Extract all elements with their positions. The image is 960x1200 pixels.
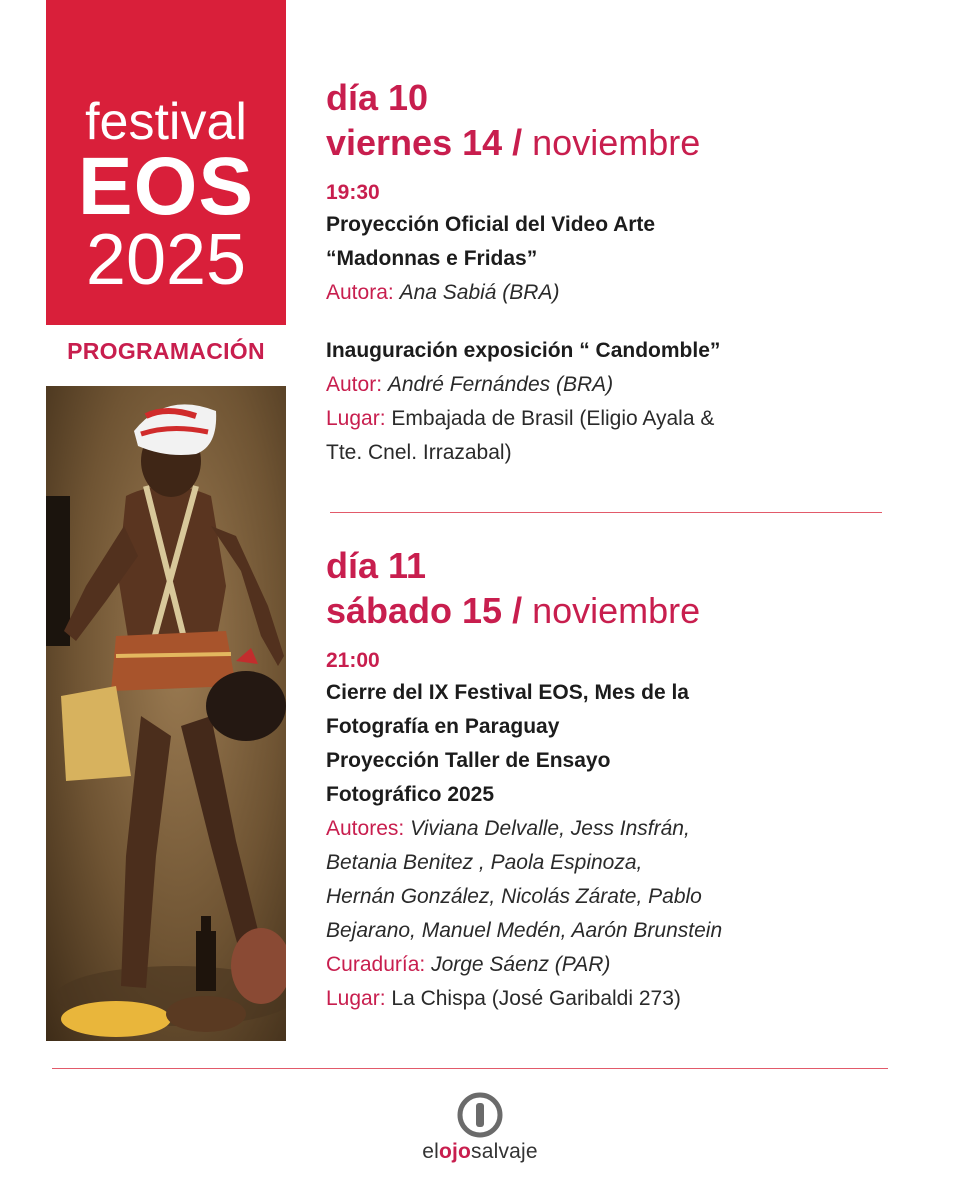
logo-line-year: 2025 xyxy=(85,220,247,300)
curator-label: Curaduría: xyxy=(326,953,426,976)
event-title: Cierre del IX Festival EOS, Mes de la xyxy=(326,681,689,704)
event-authors-continued xyxy=(326,914,906,948)
event-time: 19:30 xyxy=(326,181,380,204)
day-10-weekday: viernes 14 / xyxy=(326,122,523,163)
author-label: Autor: xyxy=(326,373,383,396)
event-title: Fotografía en Paraguay xyxy=(326,715,560,738)
author-value: André Fernándes (BRA) xyxy=(387,373,614,396)
day-10-heading: día 10 xyxy=(326,77,429,118)
curator-value: Jorge Sáenz (PAR) xyxy=(431,953,611,976)
brand-part-accent: ojo xyxy=(438,1140,472,1163)
day-11-heading: día 11 xyxy=(326,545,427,586)
divider xyxy=(52,1068,888,1069)
event-authors xyxy=(326,812,906,846)
performer-photo xyxy=(46,386,286,1041)
day-11-month: noviembre xyxy=(532,590,701,631)
event-place xyxy=(326,982,906,1016)
eye-logo-icon xyxy=(457,1092,503,1138)
day-10-section xyxy=(326,76,906,470)
event-title: Inauguración exposición “ Candomble” xyxy=(326,339,721,362)
divider xyxy=(330,512,882,513)
authors-value: Hernán González, Nicolás Zárate, Pablo xyxy=(326,885,702,908)
event-time: 21:00 xyxy=(326,649,380,672)
logo-line-festival: festival xyxy=(85,93,247,151)
day-11-section xyxy=(326,544,906,1016)
event-place xyxy=(326,402,906,436)
author-label: Autora: xyxy=(326,281,394,304)
authors-value: Betania Benitez , Paola Espinoza, xyxy=(326,851,643,874)
brand-part: el xyxy=(422,1140,439,1163)
event-authors-continued xyxy=(326,846,906,880)
event-title: Fotográfico 2025 xyxy=(326,783,495,806)
logo-line-eos: EOS xyxy=(77,141,255,232)
festival-logo xyxy=(46,0,286,325)
authors-value: Viviana Delvalle, Jess Insfrán, xyxy=(410,817,690,840)
day-10-month: noviembre xyxy=(532,122,701,163)
section-label: PROGRAMACIÓN xyxy=(67,338,265,364)
event-author xyxy=(326,276,906,310)
event-place-continued xyxy=(326,436,906,470)
day-11-weekday: sábado 15 / xyxy=(326,590,523,631)
place-value: Embajada de Brasil (Eligio Ayala & xyxy=(391,407,715,430)
event-authors-continued xyxy=(326,880,906,914)
performer-illustration xyxy=(46,386,286,1041)
place-value: Tte. Cnel. Irrazabal) xyxy=(326,441,512,464)
authors-value: Bejarano, Manuel Medén, Aarón Brunstein xyxy=(326,919,723,942)
place-label: Lugar: xyxy=(326,987,386,1010)
brand-footer xyxy=(0,1092,960,1164)
event-title: Proyección Taller de Ensayo xyxy=(326,749,611,772)
event-curator xyxy=(326,948,906,982)
event-title: “Madonnas e Fridas” xyxy=(326,247,538,270)
brand-part: salvaje xyxy=(471,1140,538,1163)
day-10-date xyxy=(326,120,906,166)
place-label: Lugar: xyxy=(326,407,386,430)
day-11-date xyxy=(326,588,906,634)
brand-wordmark xyxy=(0,1140,960,1164)
place-value: La Chispa (José Garibaldi 273) xyxy=(391,987,681,1010)
event-title: Proyección Oficial del Video Arte xyxy=(326,213,656,236)
author-value: Ana Sabiá (BRA) xyxy=(399,281,560,304)
authors-label: Autores: xyxy=(326,817,405,840)
event-author xyxy=(326,368,906,402)
